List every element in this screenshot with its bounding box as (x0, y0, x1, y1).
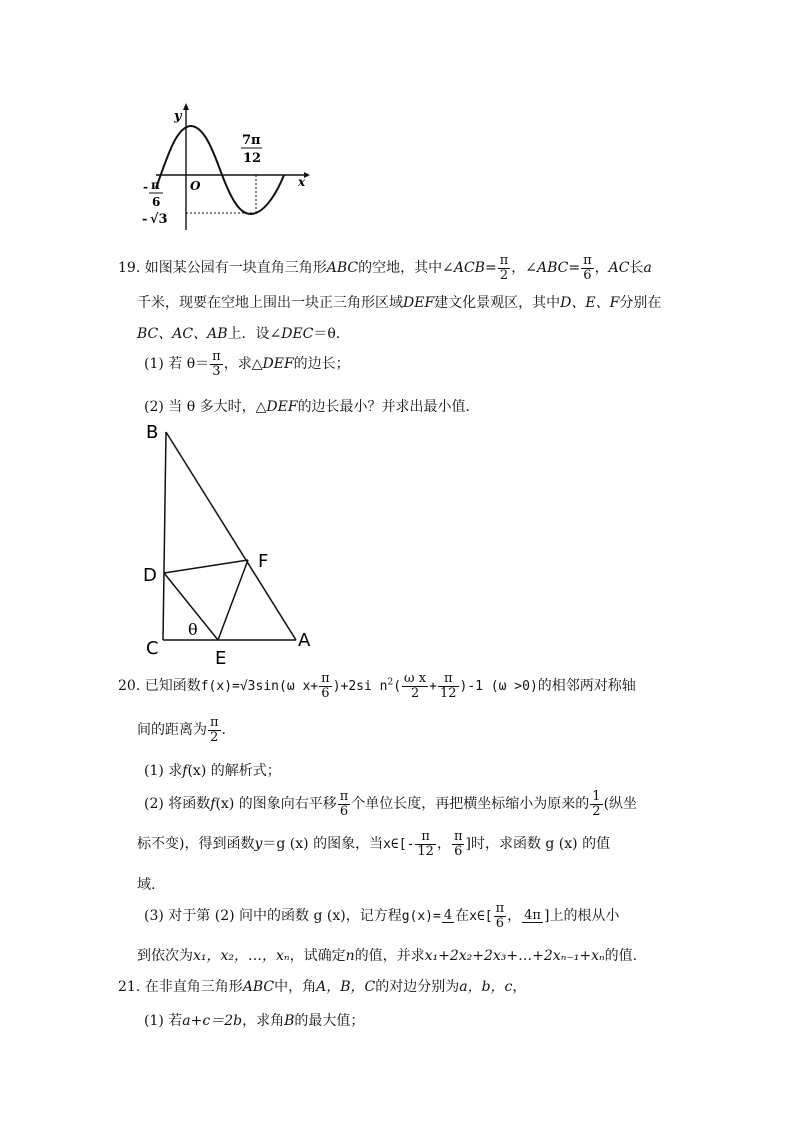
q20-part2-line3: 域. (137, 877, 156, 893)
q20-number: 20. (118, 678, 141, 695)
label-C: C (146, 638, 159, 659)
q20-part1: (1) 求f(x) 的解析式； (144, 763, 281, 779)
ymin-minus: - (142, 212, 148, 227)
fraction-pi-12: $\frac{\pi}{12}$ (439, 671, 457, 701)
fraction-pi-6-c: $\frac{\pi}{6}$ (453, 829, 463, 859)
seg-DF (164, 560, 248, 573)
q19-number: 19. (118, 260, 141, 277)
x-tick-minus: - (143, 180, 148, 194)
fraction-pi-6-a: $\frac{\pi}{6}$ (321, 671, 330, 701)
fraction-pi-3: $\frac{\pi}{3}$ (212, 349, 221, 379)
fraction-pi-12-b: $\frac{\pi}{12}$ (417, 829, 434, 859)
q20-line2: 间的距离为 $\frac{\pi}{2}$ . (137, 715, 226, 745)
x-tick-den: 6 (152, 195, 161, 209)
triangle-diagram (138, 418, 328, 668)
q19-line3: BC、AC、AB上．设∠DEC＝θ. (137, 326, 341, 342)
q20-part2-line2: 标不变)，得到函数y＝g (x) 的图象，当x∈[- $\frac{\pi}{12}$ ， $\frac{\pi}{6}$ ]时，求函数 g (x) 的值 (137, 829, 611, 859)
label-D: D (143, 565, 157, 586)
side-BC (163, 432, 166, 640)
x-label: x (298, 175, 306, 189)
fraction-pi-6-b: $\frac{\pi}{6}$ (339, 789, 349, 819)
side-AB (166, 432, 296, 640)
fraction-4pi-3: 4π (524, 907, 541, 923)
label-F: F (258, 551, 269, 572)
q21-number: 21. (118, 979, 141, 995)
fraction-wx-2: $\frac{\text{ω x}}{2}$ (404, 671, 427, 701)
peak-num: 7π (242, 133, 261, 148)
function-graph (138, 100, 318, 235)
fraction-pi-6-d: $\frac{\pi}{6}$ (495, 901, 505, 931)
q20-line1: 20. 已知函数f(x)=√3sin(ω x+ $\frac{\pi}{6}$ )+2si $n^2$( $\frac{\text{ω x}}{2}$ + $\frac{\pi}{12}$ )-1 (ω >0)的相邻两对称轴 (118, 671, 636, 701)
q19-part2: (2) 当 θ 多大时，△DEF的边长最小？并求出最小值. (144, 399, 471, 415)
label-A: A (298, 630, 311, 651)
origin-label: O (190, 179, 201, 193)
q19-part1: (1) 若 θ＝ $\frac{\pi}{3}$ ，求△DEF的边长； (144, 349, 350, 379)
q20-part2-line1: (2) 将函数f(x) 的图象向右平移 $\frac{\pi}{6}$ 个单位长度，再把横坐标缩小为原来的 $\frac{1}{2}$ (纵坐 (144, 789, 638, 819)
fraction-pi-2: $\frac{\pi}{2}$ (499, 253, 509, 283)
y-label: y (174, 109, 182, 124)
q21-line1: 21. 在非直角三角形ABC中，角A，B，C的对边分别为a，b，c， (118, 979, 527, 995)
fraction-pi-6: $\frac{\pi}{6}$ (583, 253, 592, 283)
label-B: B (146, 422, 159, 443)
ymin-root: √3 (150, 212, 168, 227)
fraction-4-3: 4 (443, 907, 453, 923)
q19-line1: 19. 如图某公园有一块直角三角形ABC的空地，其中∠ACB= $\frac{\pi}{2}$ ，∠ABC= $\frac{\pi}{6}$ ，AC长a (118, 253, 652, 283)
label-theta: θ (188, 620, 198, 639)
q21-part1: (1) 若a+c＝2b，求角B的最大值； (144, 1013, 365, 1029)
fraction-pi-2: $\frac{\pi}{2}$ (210, 715, 219, 745)
q20-part3-line2: 到依次为x₁，x₂，…，xₙ，试确定n的值，并求x₁+2x₂+2x₃+…+2xₙ₋₁+xₙ的值. (137, 948, 638, 964)
sine-curve (156, 126, 284, 214)
q19-line2: 千米，现要在空地上围出一块正三角形区域DEF建文化景观区，其中D、E、F分别在 (137, 295, 662, 311)
y-axis-arrow (183, 103, 189, 110)
peak-den: 12 (243, 151, 262, 166)
fraction-1-2: $\frac{1}{2}$ (592, 789, 601, 819)
seg-EF (218, 560, 248, 640)
x-tick-num: π (151, 178, 160, 192)
q20-part3-line1: (3) 对于第 (2) 问中的函数 g (x)，记方程g(x)= 4 在x∈[ $\frac{\pi}{6}$ ， 4π ]上的根从小 (144, 901, 620, 931)
label-E: E (215, 648, 227, 668)
